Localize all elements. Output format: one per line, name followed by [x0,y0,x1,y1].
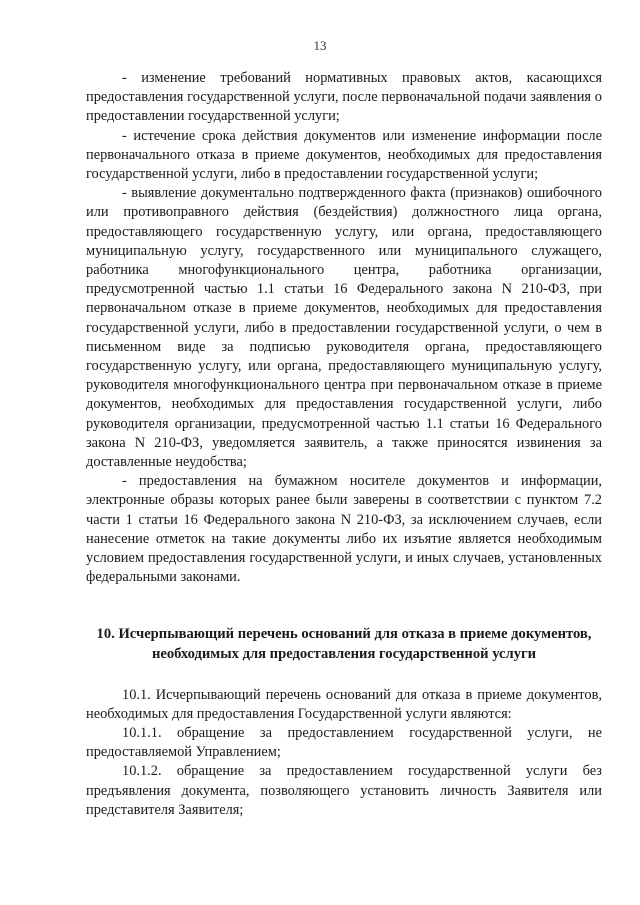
page-number: 13 [313,38,327,53]
page-content [86,69,602,820]
list-item: - выявление документально подтвержденного факта (признаков) ошибочного или противоправного действия (бездействия) должностного лица органа, предоставляющего государственную услугу, или органа, предоставляющего муниципальную услугу, государственного или муниципального служащего, работника многофункционального центра, работника организации, предусмотренной частью 1.1 статьи 16 Федерального закона N 210-ФЗ, при первоначальном отказе в приеме документов, необходимых для предоставления государственной услуги, либо в предоставлении государственной услуги, о чем в письменном виде за подписью руководителя органа, предоставляющего государственную услугу, или органа, предоставляющего муниципальную услугу, руководителя многофункционального центра при первоначальном отказе в приеме документов, необходимых для предоставления государственной услуги, либо руководителя организации, предусмотренной частью 1.1 статьи 16 Федерального закона N 210-ФЗ, уведомляется заявитель, а также приносятся извинения за доставленные неудобства; [86,185,602,471]
spacer [86,587,602,625]
paragraph-10-1-1: 10.1.1. обращение за предоставлением государственной услуги, не предоставляемой Управлением; [86,725,602,761]
paragraph-10-1-2: 10.1.2. обращение за предоставлением государственной услуги без предъявления документа, позволяющего установить личность Заявителя или представителя Заявителя; [86,763,602,818]
spacer [86,665,602,686]
grounds-list [86,69,602,587]
paragraph-10-1: 10.1. Исчерпывающий перечень оснований для отказа в приеме документов, необходимых для предоставления Государственной услуги являются: [86,686,602,722]
list-item: - предоставления на бумажном носителе документов и информации, электронные образы которых ранее были заверены в соответствии с пунктом 7.2 части 1 статьи 16 Федерального закона N 210-ФЗ, за исключением случаев, если нанесение отметок на такие документы либо их изъятие является необходимым условием предоставления государственной услуги, и иных случаев, установленных федеральными законами. [86,473,602,586]
section-heading [86,625,602,664]
section-body [86,686,602,820]
section-heading-line-1: 10. Исчерпывающий перечень оснований для отказа в приеме документов, [96,626,592,643]
list-item: - изменение требований нормативных правовых актов, касающихся предоставления государственной услуги, после первоначальной подачи заявления о предоставлении государственной услуги; [86,70,602,125]
list-item: - истечение срока действия документов или изменение информации после первоначального отказа в приеме документов, необходимых для предоставления государственной услуги, либо в предоставлении государственной услуги; [86,127,602,183]
section-heading-line-2: необходимых для предоставления государственной услуги [151,646,537,663]
